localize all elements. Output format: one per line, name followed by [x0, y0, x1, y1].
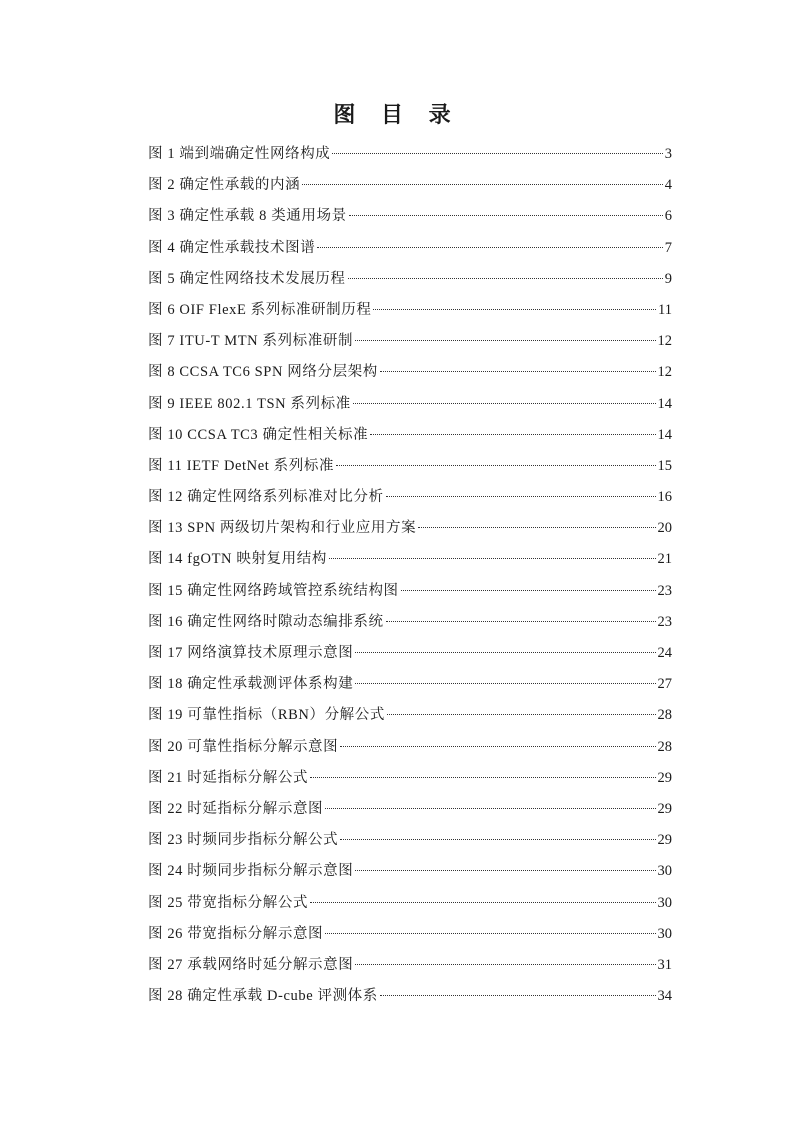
toc-entry-label: 图 21 时延指标分解公式	[148, 769, 309, 786]
toc-entry[interactable]	[148, 700, 672, 731]
toc-entry-label: 图 24 时频同步指标分解示意图	[148, 863, 354, 880]
toc-entry-label: 图 15 确定性网络跨域管控系统结构图	[148, 582, 399, 599]
toc-entry-page-number: 29	[657, 769, 672, 786]
toc-entry-label: 图 14 fgOTN 映射复用结构	[148, 551, 327, 568]
toc-entry-page-number: 12	[657, 333, 672, 350]
toc-entry[interactable]	[148, 513, 672, 544]
toc-entry-page-number: 24	[657, 645, 672, 661]
toc-entry[interactable]	[148, 201, 672, 232]
toc-entry[interactable]	[148, 638, 672, 669]
toc-entry[interactable]	[148, 389, 672, 420]
toc-entry-page-number: 9	[664, 270, 672, 287]
dot-leader	[325, 808, 655, 809]
dot-leader	[386, 496, 656, 497]
toc-entry[interactable]	[148, 139, 672, 170]
dot-leader	[355, 964, 655, 965]
toc-entry-page-number: 12	[657, 364, 672, 381]
toc-entry-page-number: 28	[657, 738, 672, 755]
dot-leader	[348, 278, 663, 279]
toc-entry-label: 图 11 IETF DetNet 系列标准	[148, 457, 335, 474]
toc-entry[interactable]	[148, 888, 672, 919]
dot-leader	[340, 839, 655, 840]
toc-entry-label: 图 28 确定性承载 D-cube 评测体系	[148, 988, 378, 1005]
dot-leader	[380, 995, 656, 996]
toc-entry-label: 图 20 可靠性指标分解示意图	[148, 738, 339, 755]
toc-entry[interactable]	[148, 919, 672, 950]
dot-leader	[418, 527, 655, 528]
toc-entry[interactable]	[148, 607, 672, 638]
dot-leader	[340, 746, 655, 747]
toc-entry-label: 图 27 承载网络时延分解示意图	[148, 956, 354, 973]
toc-entry[interactable]	[148, 295, 672, 326]
toc-entry[interactable]	[148, 794, 672, 825]
dot-leader	[310, 777, 655, 778]
toc-entry[interactable]	[148, 763, 672, 794]
toc-entry-page-number: 29	[657, 832, 672, 849]
toc-entry[interactable]	[148, 981, 672, 1012]
toc-entry[interactable]	[148, 420, 672, 451]
toc-entry-label: 图 16 确定性网络时隙动态编排系统	[148, 613, 384, 630]
toc-entry[interactable]	[148, 357, 672, 388]
toc-entry-label: 图 3 确定性承载 8 类通用场景	[148, 208, 347, 225]
toc-entry[interactable]	[148, 825, 672, 856]
dot-leader	[310, 902, 655, 903]
page-title: 图 目 录	[333, 103, 460, 128]
dot-leader	[380, 371, 656, 372]
toc-entry-label: 图 8 CCSA TC6 SPN 网络分层架构	[148, 364, 378, 381]
toc-entry[interactable]	[148, 732, 672, 763]
toc-entry-page-number: 23	[657, 582, 672, 599]
dot-leader	[386, 621, 656, 622]
toc-entry-page-number: 30	[657, 863, 672, 880]
dot-leader	[353, 403, 656, 404]
toc-entry-page-number: 23	[657, 613, 672, 630]
toc-entry[interactable]	[148, 233, 672, 264]
toc-entry-page-number: 7	[664, 239, 672, 256]
toc-entry-page-number: 14	[657, 426, 672, 443]
toc-entry[interactable]	[148, 950, 672, 981]
toc-entry[interactable]	[148, 669, 672, 700]
toc-entry[interactable]	[148, 576, 672, 607]
dot-leader	[302, 184, 663, 185]
toc-entry-page-number: 15	[657, 457, 672, 474]
toc-entry-label: 图 13 SPN 两级切片架构和行业应用方案	[148, 520, 417, 537]
dot-leader	[332, 153, 662, 154]
toc-entry-page-number: 4	[664, 177, 672, 194]
toc-entry-label: 图 9 IEEE 802.1 TSN 系列标准	[148, 395, 351, 412]
toc-entry-page-number: 20	[657, 520, 672, 537]
toc-entry[interactable]	[148, 264, 672, 295]
toc-entry-label: 图 7 ITU-T MTN 系列标准研制	[148, 333, 354, 350]
toc-entry-page-number: 27	[657, 676, 672, 693]
dot-leader	[387, 714, 656, 715]
dot-leader	[370, 434, 655, 435]
toc-entry-page-number: 28	[657, 707, 672, 724]
toc-entry-label: 图 23 时频同步指标分解公式	[148, 832, 339, 849]
toc-entry-page-number: 30	[657, 925, 672, 942]
toc-entry-page-number: 3	[664, 146, 672, 162]
dot-leader	[336, 465, 655, 466]
toc-entry[interactable]	[148, 482, 672, 513]
toc-entry[interactable]	[148, 544, 672, 575]
toc-entry[interactable]	[148, 170, 672, 201]
dot-leader	[317, 247, 662, 248]
dot-leader	[355, 870, 655, 871]
toc-entry[interactable]	[148, 451, 672, 482]
toc-entry-label: 图 10 CCSA TC3 确定性相关标准	[148, 426, 369, 443]
toc-entry-label: 图 4 确定性承载技术图谱	[148, 239, 316, 256]
toc-entry-page-number: 21	[657, 551, 672, 568]
toc-entry-label: 图 1 端到端确定性网络构成	[148, 146, 331, 162]
dot-leader	[329, 558, 656, 559]
dot-leader	[373, 309, 656, 310]
dot-leader	[355, 652, 655, 653]
figure-list	[148, 139, 672, 1012]
dot-leader	[349, 215, 663, 216]
dot-leader	[325, 933, 655, 934]
toc-entry-label: 图 5 确定性网络技术发展历程	[148, 270, 346, 287]
dot-leader	[355, 340, 655, 341]
toc-entry-label: 图 6 OIF FlexE 系列标准研制历程	[148, 301, 372, 318]
toc-entry-page-number: 14	[657, 395, 672, 412]
toc-entry-page-number: 30	[657, 894, 672, 911]
toc-entry-label: 图 26 带宽指标分解示意图	[148, 925, 324, 942]
dot-leader	[401, 590, 656, 591]
toc-entry-label: 图 22 时延指标分解示意图	[148, 800, 324, 817]
toc-entry-page-number: 6	[664, 208, 672, 225]
toc-entry-page-number: 31	[657, 956, 672, 973]
toc-entry[interactable]	[148, 856, 672, 887]
toc-entry-page-number: 29	[657, 800, 672, 817]
toc-entry[interactable]	[148, 326, 672, 357]
toc-entry-label: 图 17 网络演算技术原理示意图	[148, 645, 354, 661]
toc-entry-label: 图 25 带宽指标分解公式	[148, 894, 309, 911]
toc-entry-page-number: 34	[657, 988, 672, 1005]
toc-entry-label: 图 12 确定性网络系列标准对比分析	[148, 489, 384, 506]
toc-entry-label: 图 18 确定性承载测评体系构建	[148, 676, 354, 693]
toc-entry-label: 图 2 确定性承载的内涵	[148, 177, 301, 194]
toc-entry-page-number: 11	[658, 301, 672, 318]
dot-leader	[355, 683, 655, 684]
toc-entry-label: 图 19 可靠性指标（RBN）分解公式	[148, 707, 385, 724]
toc-entry-page-number: 16	[657, 489, 672, 506]
